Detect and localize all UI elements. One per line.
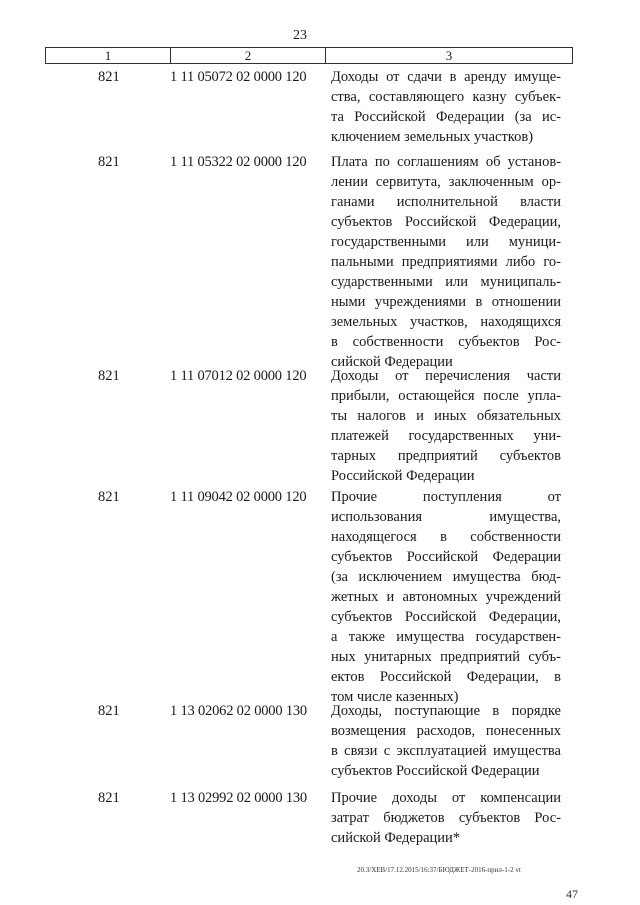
revenue-code: 1 13 02062 02 0000 130 xyxy=(170,703,307,719)
header-cell-2: 2 xyxy=(171,48,326,63)
footer-sheet-number: 47 xyxy=(566,887,578,901)
header-cell-3: 3 xyxy=(445,48,453,63)
admin-code: 821 xyxy=(98,703,120,719)
admin-code: 821 xyxy=(98,69,120,85)
revenue-description: Прочие доходы от компенсации затрат бюджетов субъектов Рос- сийской Федерации* xyxy=(331,790,561,846)
revenue-code: 1 11 07012 02 0000 120 xyxy=(170,368,307,384)
header-cell-1: 1 xyxy=(46,48,171,63)
footer-file-code: 20.3/ХЕВ/17.12.2015/16:37/БЮДЖЕТ-2016-прил-1-2 vt xyxy=(357,866,521,874)
revenue-code: 1 11 05322 02 0000 120 xyxy=(170,154,307,170)
revenue-description: Прочие поступления от использования имущества, находящегося в собственности субъектов Российской Федерации (за исключением имущества бюд- жетных и автономных учреждений субъектов Российской Федерации, а также имущества государствен- ных унитарных предприятий субъ- ектов Российской Федерации, в том числе казенных) xyxy=(331,489,561,705)
revenue-code: 1 13 02992 02 0000 130 xyxy=(170,790,307,806)
revenue-code: 1 11 05072 02 0000 120 xyxy=(170,69,307,85)
admin-code: 821 xyxy=(98,154,120,170)
admin-code: 821 xyxy=(98,489,120,505)
revenue-code: 1 11 09042 02 0000 120 xyxy=(170,489,307,505)
page-number: 23 xyxy=(293,28,307,43)
admin-code: 821 xyxy=(98,790,120,806)
revenue-description: Плата по соглашениям об установ- лении сервитута, заключенным ор- ганами исполнительной власти субъектов Российской Федерации, государственными или муници- пальными предприятиями либо го- сударственными или муниципаль- ными учреждениями в отношении земельных участков, находящихся в собственности субъектов Рос- сийской Федерации xyxy=(331,154,561,370)
admin-code: 821 xyxy=(98,368,120,384)
revenue-description: Доходы от сдачи в аренду имуще- ства, составляющего казну субъек- та Российской Федерации (за ис- ключением земельных участков) xyxy=(331,69,561,145)
table-header-row xyxy=(45,47,573,64)
revenue-description: Доходы, поступающие в порядке возмещения расходов, понесенных в связи с эксплуатацией имущества субъектов Российской Федерации xyxy=(331,703,561,779)
revenue-description: Доходы от перечисления части прибыли, остающейся после упла- ты налогов и иных обязательных платежей государственных уни- тарных предприятий субъектов Российской Федерации xyxy=(331,368,561,484)
